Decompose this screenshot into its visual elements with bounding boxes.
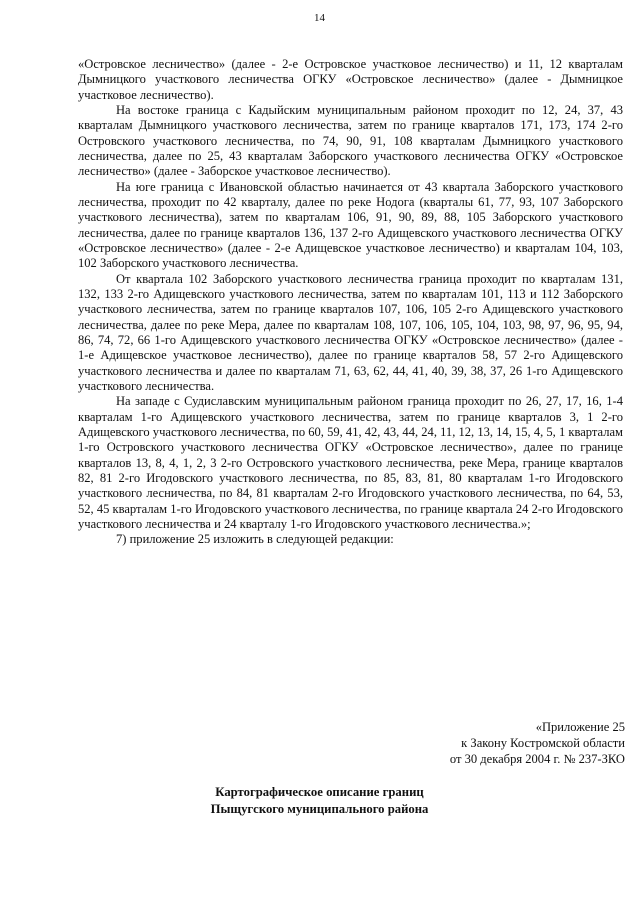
section-title xyxy=(0,784,639,818)
appendix-line-1: «Приложение 25 xyxy=(535,720,625,734)
paragraph-amendment-7: 7) приложение 25 изложить в следующей редакции: xyxy=(116,532,394,547)
paragraph-south-border: На юге граница с Ивановской областью начинается от 43 квартала Заборского участкового лесничества, проходит по 42 кварталу, далее по реке Нодога (кварталы 61, 77, 93, 107 Заборского участкового лесничества), затем по кварталам 106, 91, 90, 89, 88, 105 Заборского участкового лесничества, далее по границе кварталов 136, 137 2-го Адищевского участкового лесничества ОГКУ «Островское лесничество» (далее - 2-е Адищевское участковое лесничество) и кварталам 104, 103, 102 Заборского участкового лесничества. xyxy=(78,179,623,271)
paragraph-1: «Островское лесничество» (далее - 2-е Островское участковое лесничество) и 11, 12 кварталам Дымницкого участкового лесничества ОГКУ «Островское лесничество» (далее - Дымницкое участковое лесничество). xyxy=(78,57,623,102)
appendix-reference xyxy=(450,719,625,767)
appendix-line-3: от 30 декабря 2004 г. № 237-ЗКО xyxy=(449,752,625,766)
appendix-line-2: к Закону Костромской области xyxy=(461,736,625,750)
page-number: 14 xyxy=(314,12,325,24)
section-title-line-2: Пыщугского муниципального района xyxy=(210,802,429,816)
paragraph-east-border: На востоке граница с Кадыйским муниципальным районом проходит по 12, 24, 37, 43 кварталам Дымницкого участкового лесничества, затем по границе кварталов 171, 173, 174 2-го Островского участкового лесничества, по 74, 90, 91, 108 кварталам Дымницкого участкового лесничества, далее по 25, 43 кварталам Заборского участкового лесничества ОГКУ «Островское лесничество» (далее - Заборское участковое лесничество). xyxy=(78,102,623,179)
paragraph-quarter-102: От квартала 102 Заборского участкового лесничества граница проходит по кварталам 131, 132, 133 2-го Адищевского участкового лесничества, затем по кварталам 101, 113 и 112 Заборского участкового лесничества, затем по границе кварталов 107, 106, 105 2-го Адищевского участкового лесничества, далее по реке Мера, далее по кварталам 108, 107, 106, 105, 104, 103, 98, 97, 96, 95, 94, 86, 74, 72, 66 1-го Адищевского участкового лесничества ОГКУ «Островское лесничество» (далее - 1-е Адищевское участковое лесничество), далее по границе кварталов 58, 57 2-го Адищевского участкового лесничества и далее по кварталам 71, 63, 62, 44, 41, 40, 39, 38, 37, 26 1-го Адищевского участкового лесничества. xyxy=(78,271,623,393)
body-text xyxy=(78,57,623,548)
section-title-line-1: Картографическое описание границ xyxy=(215,785,424,799)
paragraph-west-border: На западе с Судиславским муниципальным районом граница проходит по 26, 27, 17, 16, 1-4 кварталам 1-го Адищевского участкового лесничества, затем по границе кварталов 3, 1 2-го Адищевского участкового лесничества, по 60, 59, 41, 42, 43, 44, 24, 11, 12, 13, 14, 15, 4, 5, 1 кварталам 1-го Островского участкового лесничества ОГКУ «Островское лесничество», далее по границе кварталов 13, 8, 4, 1, 2, 3 2-го Островского участкового лесничества, реке Мера, границе кварталов 82, 81 2-го Игодовского участкового лесничества, по 85, 83, 81, 80 кварталам 1-го Игодовского участкового лесничества, по 84, 81 кварталам 2-го Игодовского участкового лесничества, по 64, 53, 52, 45 кварталам 1-го Игодовского участкового лесничества, по границе квартала 24 2-го Игодовского участкового лесничества и 24 кварталу 1-го Игодовского участкового лесничества.»; xyxy=(78,394,623,531)
